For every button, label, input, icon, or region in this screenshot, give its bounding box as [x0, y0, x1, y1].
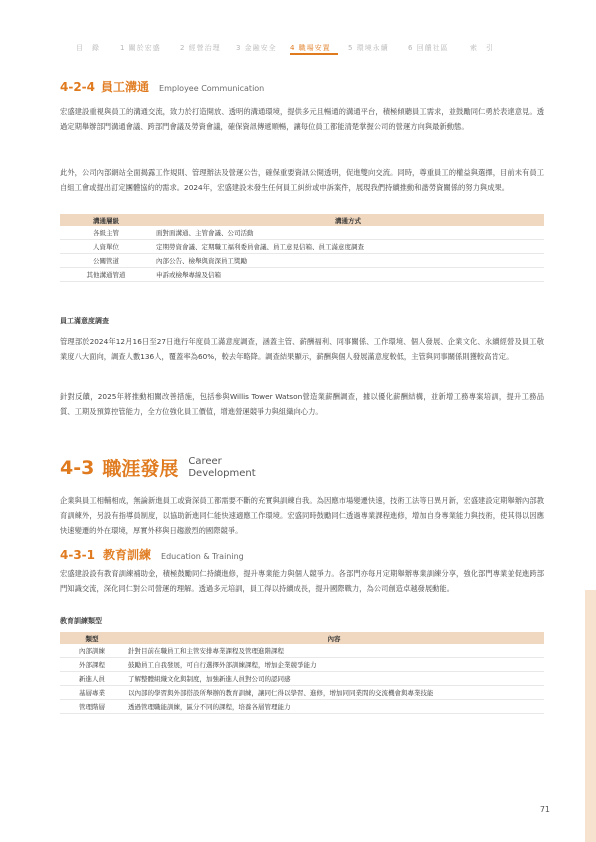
nav-active-indicator: [290, 53, 338, 55]
table-row: [60, 658, 544, 672]
section-title-zh: 職涯發展: [102, 458, 179, 480]
chapter-nav: [0, 38, 596, 60]
section-number: 4-3-1: [60, 548, 96, 562]
table-header: 溝通層級: [60, 214, 152, 226]
nav-item-finance[interactable]: 3 金融安全: [236, 44, 277, 52]
training-table: [60, 632, 544, 714]
table-cell: 透過管理職能訓練，區分不同的課程，培養各層管理能力: [124, 700, 544, 714]
section-title-zh: 員工溝通: [101, 80, 150, 94]
table-cell: 定期勞資會議、定期職工福利委員會議、員工意見信箱、員工滿意度調查: [152, 240, 544, 254]
nav-item-workplace[interactable]: 4 職場安置: [290, 44, 331, 52]
table-cell: 各級主管: [60, 226, 152, 240]
table-cell: 內部公告、檢舉與資深員工獎勵: [152, 254, 544, 268]
section-title-zh: 教育訓練: [103, 548, 152, 562]
table-cell: 其他溝通管道: [60, 268, 152, 282]
paragraph: 針對反饋，2025年將推動相關改善措施，包括參與Willis Tower Watson營造業薪酬調查，據以優化薪酬結構，並新增工務專案培訓，提升工務品質、工期及預算控管能力，全方位強化員工價值，增進營運競爭力與組織向心力。: [60, 392, 544, 416]
section-heading-4-3: [60, 454, 256, 481]
nav-item-index[interactable]: 索 引: [470, 44, 494, 52]
table-header: 溝通方式: [152, 214, 544, 226]
section-number: 4-2-4: [60, 80, 96, 94]
page-number: 71: [539, 805, 550, 814]
paragraph: 此外，公司內部網站全面揭露工作規則、管理辦法及營運公告，確保重要資訊公開透明，促進雙向交流。同時，尊重員工的權益與選擇，目前未有員工自組工會或提出訂定團體協約的需求。2024年，宏盛建設未發生任何員工糾紛或申訴案件，展現我們持續推動和諧勞資關係的努力與成果。: [60, 168, 544, 192]
table-header: 類型: [60, 632, 124, 644]
table-row: [60, 268, 544, 282]
section-heading-4-3-1: [60, 546, 244, 563]
paragraph: 企業與員工相輔相成，無論新進員工或資深員工都需要不斷的充實與訓練自我。為因應市場變遷快速，技術工法等日異月新，宏盛建設定期舉辦內部教育訓練外，另設有指導員制度，以協助新進同仁能快速適應工作環境。宏盛同時鼓勵同仁透過專業課程進修，增加自身專業能力與技術，使其得以因應快速變遷的外在環境，厚實外移與日趨激烈的國際競爭。: [60, 496, 544, 535]
title-en-line: Development: [188, 467, 256, 479]
table-cell: 面對面溝通、主管會議、公司活動: [152, 226, 544, 240]
table-cell: 公關管道: [60, 254, 152, 268]
title-en-line: Career: [188, 455, 222, 467]
section-number: 4-3: [60, 456, 95, 479]
table-cell: 了解整體組織文化與制度，加強新進人員對公司的認同感: [124, 672, 544, 686]
table-row: [60, 686, 544, 700]
section-title-en: Employee Communication: [159, 84, 265, 93]
table-row: [60, 644, 544, 658]
table-label: 教育訓練類型: [60, 617, 102, 625]
table-cell: 以內部的學習與外部搭設所舉辦的教育訓練，讓同仁得以學習、進修，增加同同業間的交流機會與專業技能: [124, 686, 544, 700]
paragraph: 管理部於2024年12月16日至27日進行年度員工滿意度調查，涵蓋主管、薪酬福利、同事關係、工作環境、個人發展、企業文化、永續經營及員工敬業度八大面向，調查人數136人，覆蓋率為60%，較去年略降。調查結果顯示，薪酬與個人發展滿意度較低，主管與同事關係則獲較高肯定。: [60, 337, 544, 361]
table-cell: 鼓勵員工自我發展，可自行選擇外部訓練課程，增加企業競爭能力: [124, 658, 544, 672]
table-row: [60, 240, 544, 254]
table-row: [60, 254, 544, 268]
table-cell: 管理階層: [60, 700, 124, 714]
section-title-en: [188, 456, 255, 480]
nav-item-community[interactable]: 6 回饋社區: [408, 44, 449, 52]
paragraph: 宏盛建設重視與員工的溝通交流，致力於打造開放、透明的溝通環境，提供多元且暢通的溝通平台，積極傾聽員工需求，並鼓勵同仁勇於表達意見。透過定期舉辦部門溝通會議、跨部門會議及勞資會議，確保資訊傳遞順暢，讓每位員工都能清楚掌握公司的營運方向與最新動態。: [60, 107, 544, 131]
table-cell: 新進人員: [60, 672, 124, 686]
table-row: [60, 700, 544, 714]
communication-table: [60, 214, 544, 282]
table-cell: 外部課程: [60, 658, 124, 672]
table-cell: 針對目前在職員工和主管安排專業課程及管理進階課程: [124, 644, 544, 658]
nav-item-environment[interactable]: 5 環境永續: [348, 44, 389, 52]
subsection-label: 員工滿意度調查: [60, 317, 109, 325]
table-cell: 內部訓練: [60, 644, 124, 658]
paragraph: 宏盛建設設有教育訓練補助金，積極鼓勵同仁持續進修，提升專業能力與個人競爭力。各部門亦每月定期舉辦專業訓練分享，強化部門專業並促進跨部門知識交流，深化同仁對公司營運的理解。透過多元培訓，員工得以持續成長，提升國際戰力，為公司創造卓越發展動能。: [60, 569, 544, 593]
table-header: 內容: [124, 632, 544, 644]
table-row: [60, 226, 544, 240]
table-cell: 基層專業: [60, 686, 124, 700]
table-cell: 申訴或檢舉專線及信箱: [152, 268, 544, 282]
nav-item-contents[interactable]: 目 錄: [76, 44, 100, 52]
nav-item-about[interactable]: 1 關於宏盛: [120, 44, 161, 52]
section-title-en: Education & Training: [161, 552, 244, 561]
side-decoration: [585, 590, 596, 842]
table-row: [60, 672, 544, 686]
nav-item-governance[interactable]: 2 經營治理: [180, 44, 221, 52]
table-cell: 人資單位: [60, 240, 152, 254]
section-heading-4-2-4: [60, 78, 264, 95]
